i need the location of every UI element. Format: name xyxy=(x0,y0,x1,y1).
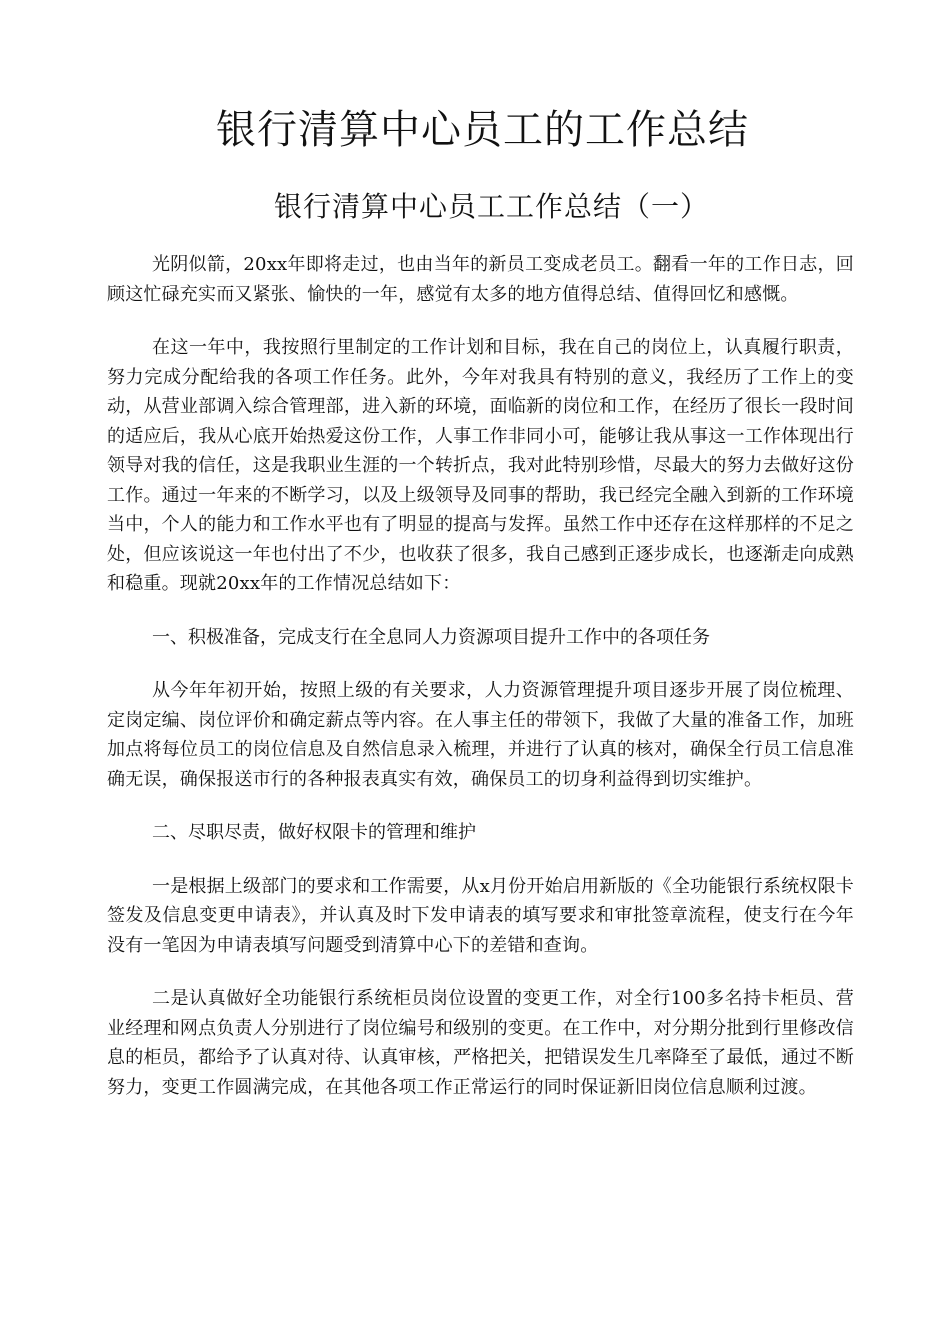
section-1-paragraph: 从今年年初开始，按照上级的有关要求，人力资源管理提升项目逐步开展了岗位梳理、定岗定编、岗位评价和确定薪点等内容。在人事主任的带领下，我做了大量的准备工作，加班加点将每位员工的岗位信息及自然信息录入梳理，并进行了认真的核对，确保全行员工信息准确无误，确保报送市行的各种报表真实有效，确保员工的切身利益得到切实维护。 xyxy=(107,680,854,790)
section-2-heading: 二、尽职尽责，做好权限卡的管理和维护 xyxy=(152,822,476,843)
section-2-paragraph-2: 二是认真做好全功能银行系统柜员岗位设置的变更工作，对全行100多名持卡柜员、营业经理和网点负责人分别进行了岗位编号和级别的变更。在工作中，对分期分批到行里修改信息的柜员，都给予了认真对待、认真审核，严格把关，把错误发生几率降至了最低，通过不断努力，变更工作圆满完成，在其他各项工作正常运行的同时保证新旧岗位信息顺利过渡。 xyxy=(107,988,854,1098)
document-title: 银行清算中心员工的工作总结 xyxy=(216,107,749,153)
intro-paragraph: 光阴似箭，20xx年即将走过，也由当年的新员工变成老员工。翻看一年的工作日志，回顾这忙碌充实而又紧张、愉快的一年，感觉有太多的地方值得总结、值得回忆和感慨。 xyxy=(107,254,854,305)
section-1-heading: 一、积极准备，完成支行在全息同人力资源项目提升工作中的各项任务 xyxy=(152,626,710,648)
section-2-paragraph-1: 一是根据上级部门的要求和工作需要，从x月份开始启用新版的《全功能银行系统权限卡签发及信息变更申请表》，并认真及时下发申请表的填写要求和审批签章流程，使支行在今年没有一笔因为申请表填写问题受到清算中心下的差错和查询。 xyxy=(107,875,854,956)
overview-paragraph: 在这一年中，我按照行里制定的工作计划和目标，我在自己的岗位上，认真履行职责，努力完成分配给我的各项工作任务。此外，今年对我具有特别的意义，我经历了工作上的变动，从营业部调入综合管理部，进入新的环境，面临新的岗位和工作，在经历了很长一段时间的适应后，我从心底开始热爱这份工作，人事工作非同小可，能够让我从事这一工作体现出行领导对我的信任，这是我职业生涯的一个转折点，我对此特别珍惜，尽最大的努力去做好这份工作。通过一年来的不断学习，以及上级领导及同事的帮助，我已经完全融入到新的工作环境当中，个人的能力和工作水平也有了明显的提高与发挥。虽然工作中还存在这样那样的不足之处，但应该说这一年也付出了不少，也收获了很多，我自己感到正逐步成长，也逐渐走向成熟和稳重。现就20xx年的工作情况总结如下： xyxy=(107,337,854,594)
document-subtitle: 银行清算中心员工工作总结（一） xyxy=(273,190,709,223)
document-body xyxy=(107,250,854,1102)
